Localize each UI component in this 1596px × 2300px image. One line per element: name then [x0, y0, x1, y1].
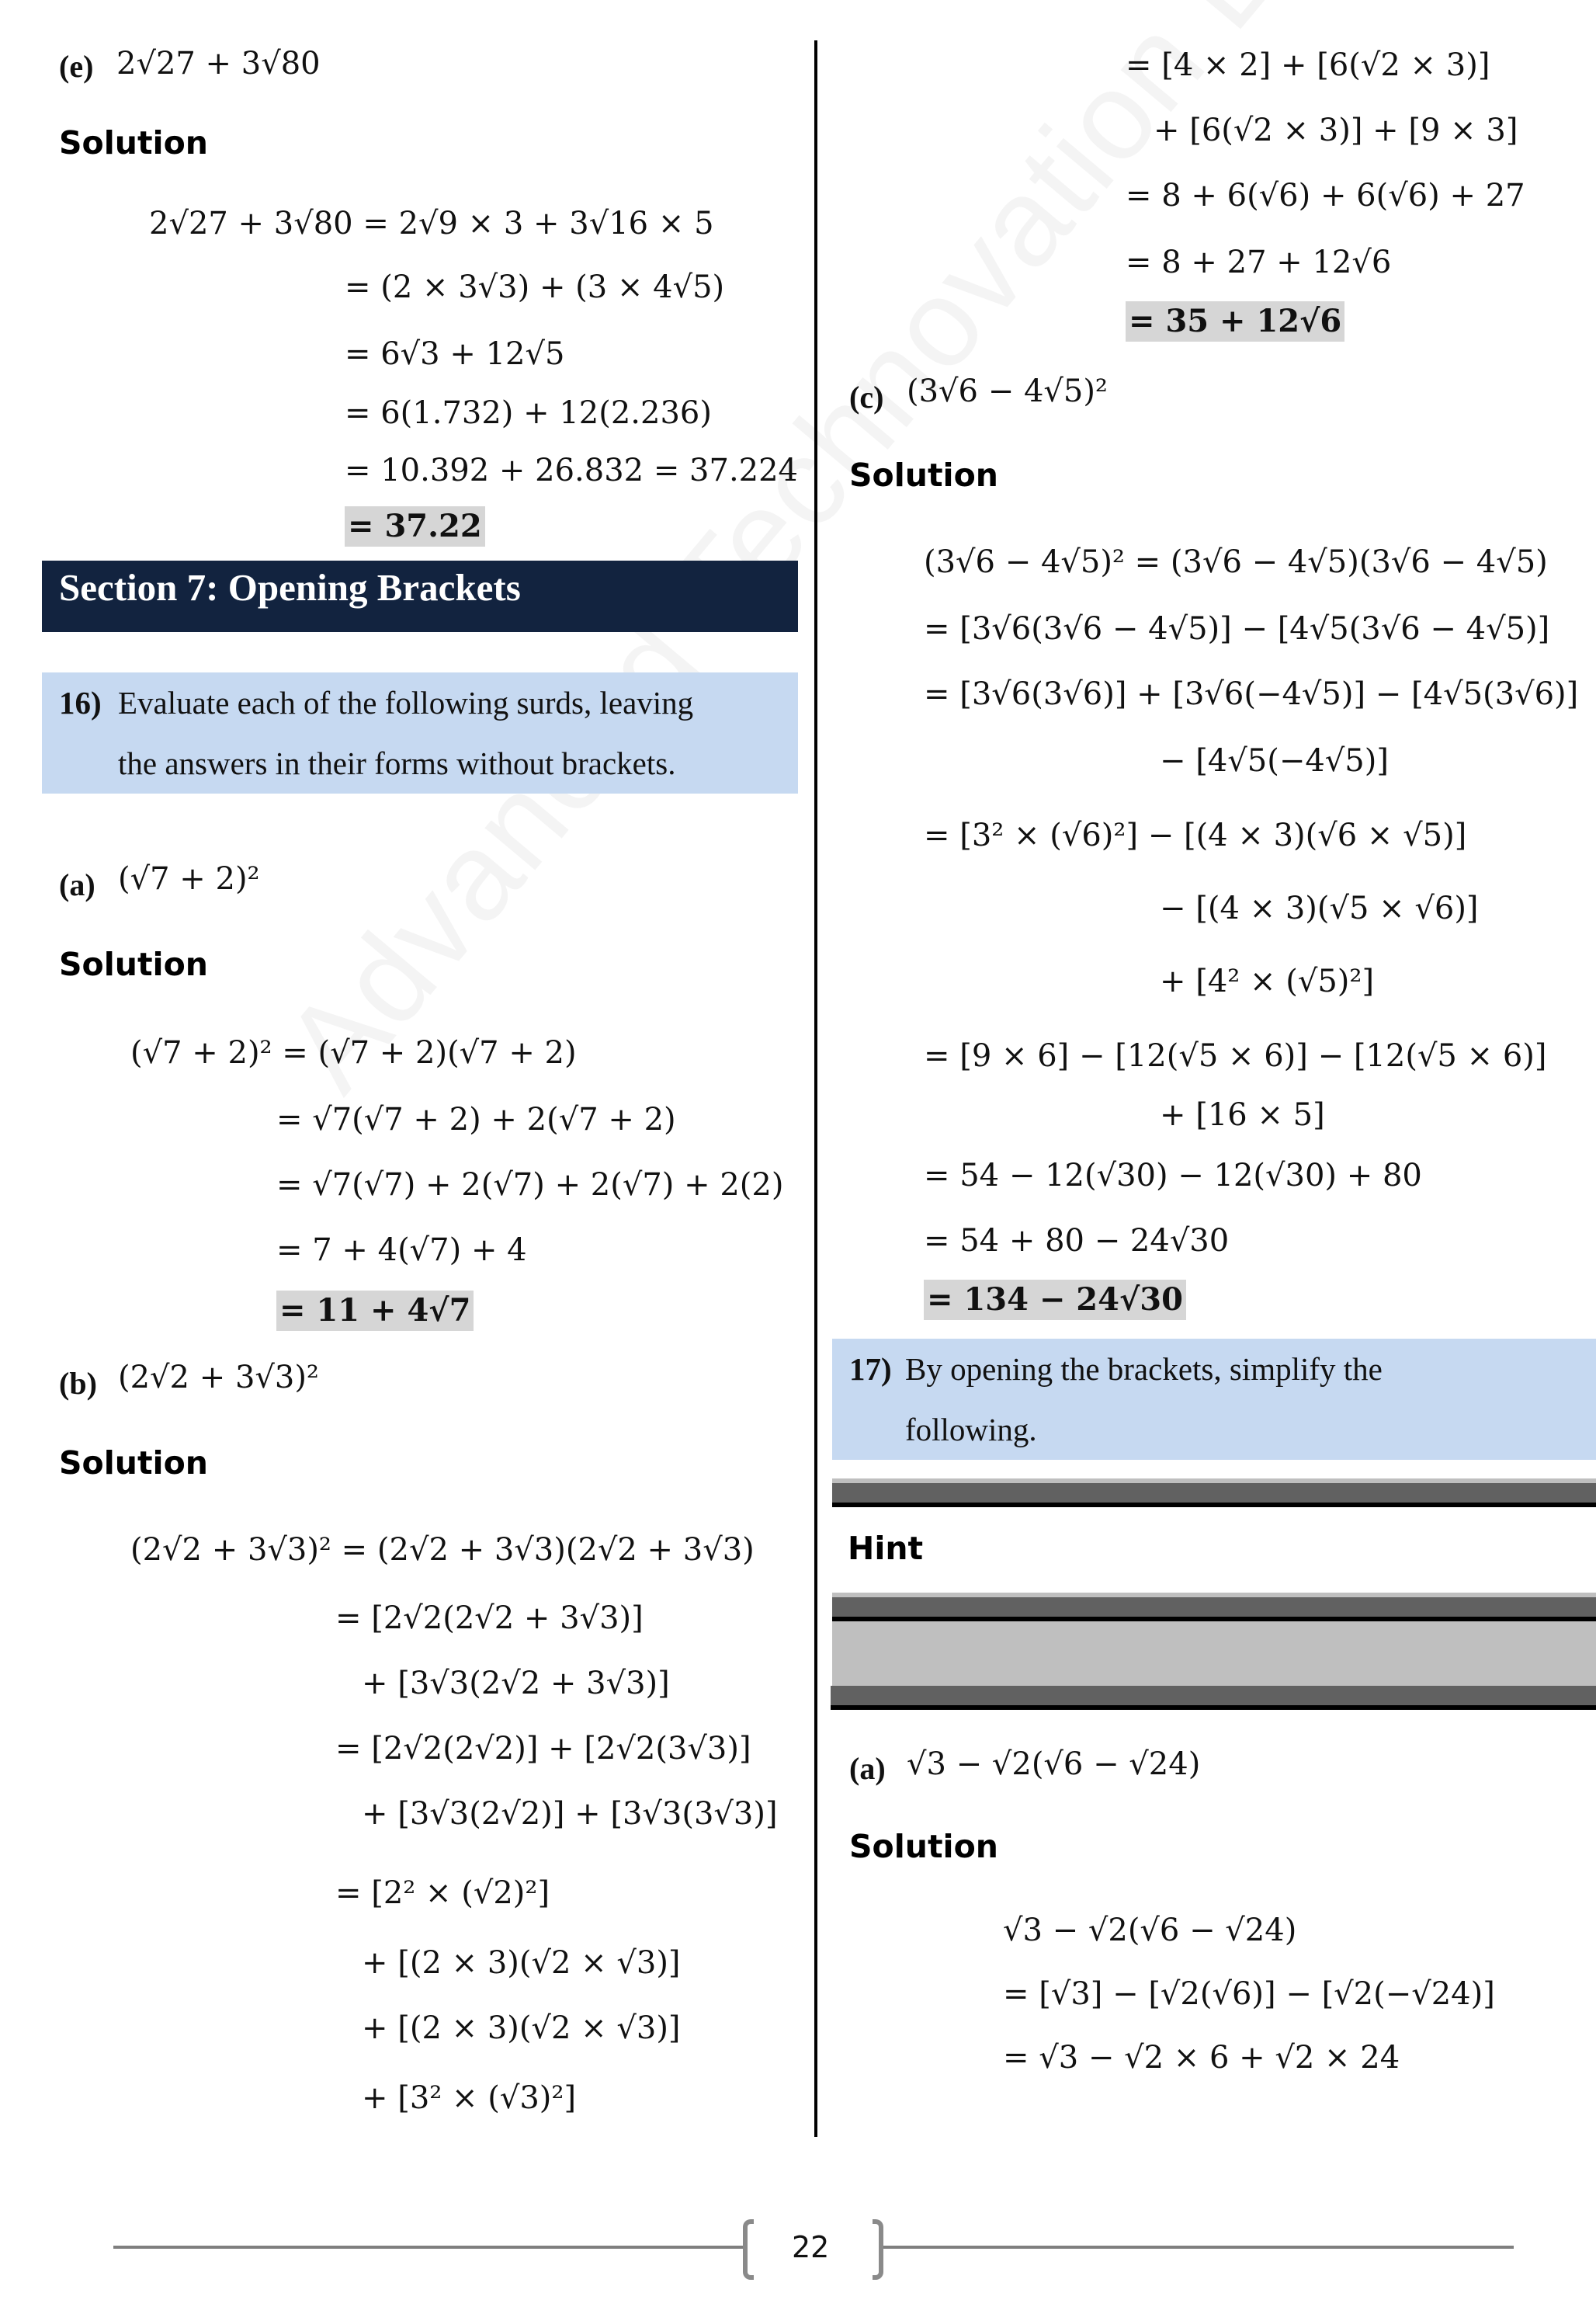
math-line: = [2√2(2√2)] + [2√2(3√3)]	[335, 1731, 751, 1767]
math-line: + [3√3(2√2 + 3√3)]	[362, 1666, 670, 1701]
final-answer: = 35 + 12√6	[1126, 301, 1344, 342]
part-b-expression: (2√2 + 3√3)²	[118, 1360, 319, 1395]
math-line: + [16 × 5]	[1160, 1097, 1325, 1133]
math-line: = [4 × 2] + [6(√2 × 3)]	[1126, 47, 1490, 83]
math-line: + [3√3(2√2)] + [3√3(3√3)]	[362, 1796, 778, 1832]
math-line: = [3² × (√6)²] − [(4 × 3)(√6 × √5)]	[924, 818, 1467, 853]
math-line: = √7(√7 + 2) + 2(√7 + 2)	[276, 1102, 676, 1138]
hint-content-area	[832, 1621, 1596, 1686]
math-line: = [2√2(2√2 + 3√3)]	[335, 1600, 644, 1636]
math-line: = [√3] − [√2(√6)] − [√2(−√24)]	[1003, 1976, 1495, 2012]
footer-rule-right	[880, 2246, 1514, 2249]
question-box-16	[42, 672, 798, 794]
column-divider	[814, 40, 817, 2137]
part-c-expression: (3√6 − 4√5)²	[907, 373, 1108, 409]
hint-rule	[832, 1503, 1596, 1507]
solution-heading: Solution	[849, 1828, 998, 1865]
section-banner	[42, 561, 798, 632]
math-line: + [(2 × 3)(√2 × √3)]	[362, 1945, 681, 1981]
math-line: = 8 + 27 + 12√6	[1126, 245, 1392, 280]
math-line: = [3√6(3√6 − 4√5)] − [4√5(3√6 − 4√5)]	[924, 611, 1550, 647]
part-b-label: (b)	[59, 1366, 97, 1401]
math-line: + [4² × (√5)²]	[1160, 964, 1375, 999]
solution-heading: Solution	[59, 1444, 208, 1482]
hint-rule	[832, 1597, 1596, 1617]
question-number: 16)	[59, 685, 102, 721]
math-line: √3 − √2(√6 − √24)	[1003, 1913, 1297, 1948]
part-a-expression: (√7 + 2)²	[118, 861, 260, 897]
solution-heading: Solution	[59, 946, 208, 983]
solution-heading: Solution	[849, 457, 998, 494]
math-line: = 6√3 + 12√5	[345, 336, 565, 372]
math-line: − [(4 × 3)(√5 × √6)]	[1160, 891, 1479, 926]
question-text-line: By opening the brackets, simplify the	[905, 1351, 1383, 1387]
math-line: = 54 + 80 − 24√30	[924, 1223, 1230, 1259]
hint-rule	[831, 1705, 1596, 1710]
math-line: = 8 + 6(√6) + 6(√6) + 27	[1126, 178, 1525, 214]
math-line: = √7(√7) + 2(√7) + 2(√7) + 2(2)	[276, 1167, 784, 1203]
math-line: = [3√6(3√6)] + [3√6(−4√5)] − [4√5(3√6)]	[924, 676, 1579, 712]
math-line: = √3 − √2 × 6 + √2 × 24	[1003, 2040, 1400, 2076]
part-a-label: (a)	[59, 867, 95, 902]
math-line: (2√2 + 3√3)² = (2√2 + 3√3)(2√2 + 3√3)	[130, 1532, 755, 1568]
math-line: = [2² × (√2)²]	[335, 1875, 550, 1911]
section-title: Section 7: Opening Brackets	[59, 566, 521, 609]
final-answer: = 37.22	[345, 506, 485, 547]
part-c-label: (c)	[849, 380, 884, 415]
math-line: = 54 − 12(√30) − 12(√30) + 80	[924, 1158, 1422, 1193]
math-line: = 6(1.732) + 12(2.236)	[345, 395, 712, 431]
bracket-right-icon	[873, 2219, 883, 2280]
question-number: 17)	[849, 1351, 892, 1387]
math-line: + [(2 × 3)(√2 × √3)]	[362, 2010, 681, 2046]
part-e-label: (e)	[59, 49, 94, 84]
hint-rule	[831, 1686, 1596, 1705]
math-line: (√7 + 2)² = (√7 + 2)(√7 + 2)	[130, 1035, 577, 1071]
math-line: = 7 + 4(√7) + 4	[276, 1232, 527, 1268]
math-line: − [4√5(−4√5)]	[1160, 743, 1389, 779]
math-line: + [6(√2 × 3)] + [9 × 3]	[1154, 113, 1518, 148]
footer-rule-left	[113, 2246, 747, 2249]
question-text-line: Evaluate each of the following surds, leaving	[118, 685, 694, 721]
bracket-left-icon	[743, 2219, 754, 2280]
hint-rule	[832, 1483, 1596, 1503]
question-box-17	[832, 1339, 1596, 1460]
final-answer: = 134 − 24√30	[924, 1280, 1186, 1320]
solution-heading: Solution	[59, 124, 208, 162]
part-e-expression: 2√27 + 3√80	[116, 46, 321, 82]
math-line: = [9 × 6] − [12(√5 × 6)] − [12(√5 × 6)]	[924, 1038, 1547, 1074]
math-line: = (2 × 3√3) + (3 × 4√5)	[345, 269, 725, 305]
question-text-line: the answers in their forms without brackets.	[118, 745, 676, 781]
hint-title: Hint	[848, 1530, 924, 1567]
math-line: 2√27 + 3√80 = 2√9 × 3 + 3√16 × 5	[149, 206, 714, 241]
math-line: (3√6 − 4√5)² = (3√6 − 4√5)(3√6 − 4√5)	[924, 544, 1548, 580]
part-a-expression: √3 − √2(√6 − √24)	[907, 1746, 1201, 1782]
part-a-label: (a)	[849, 1751, 886, 1786]
math-line: + [3² × (√3)²]	[362, 2080, 577, 2116]
math-line: = 10.392 + 26.832 = 37.224	[345, 453, 799, 488]
page-number: 22	[792, 2230, 830, 2264]
final-answer: = 11 + 4√7	[276, 1291, 474, 1331]
question-text-line: following.	[905, 1412, 1037, 1447]
